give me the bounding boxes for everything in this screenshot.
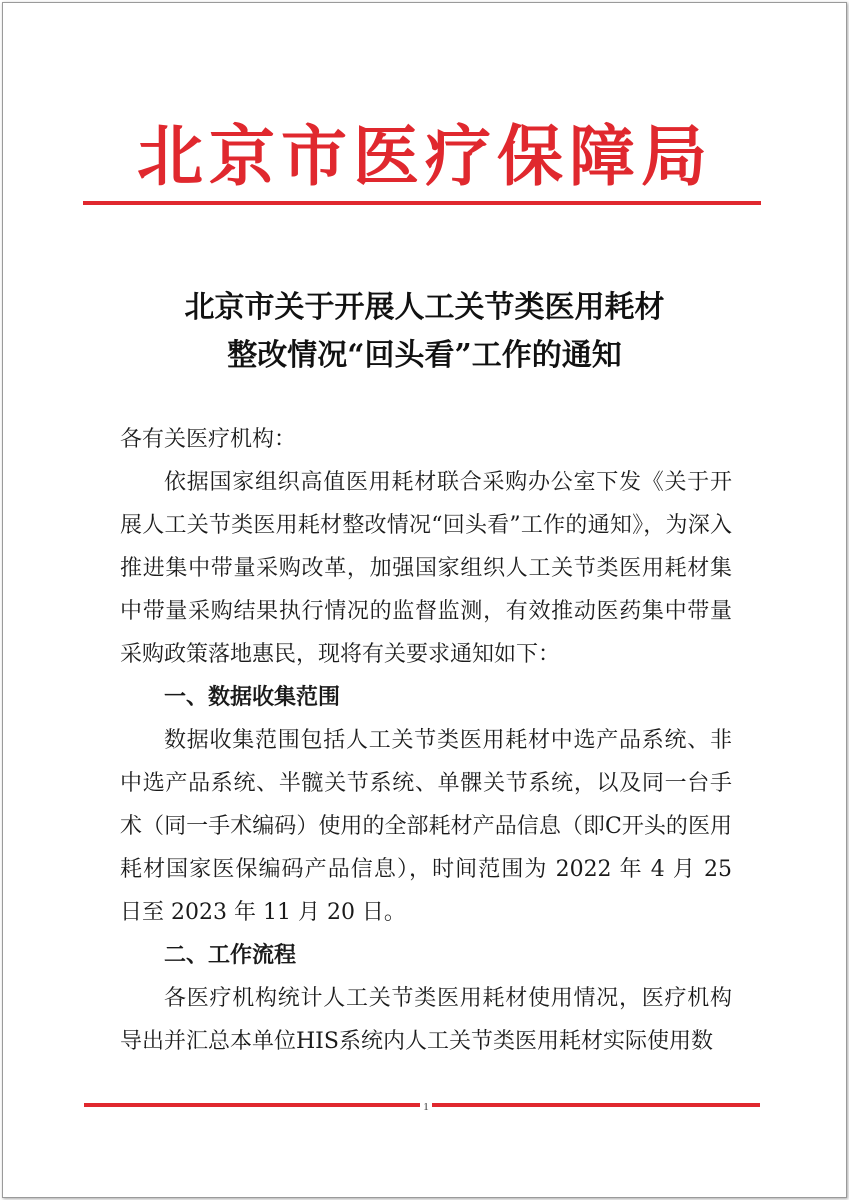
masthead-red-rule [83, 201, 761, 205]
page-number: 1 [420, 1100, 432, 1114]
section-2-heading: 二、工作流程 [164, 942, 297, 968]
section-2-paragraph: 各医疗机构统计人工关节类医用耗材使用情况，医疗机构导出并汇总本单位HIS系统内人工关节类医用耗材实际使用数 [120, 986, 732, 1054]
intro-paragraph: 依据国家组织高值医用耗材联合采购办公室下发《关于开展人工关节类医用耗材整改情况“回头看”工作的通知》，为深入推进集中带量采购改革，加强国家组织人工关节类医用耗材集中带量采购结果执行情况的监督监测，有效推动医药集中带量采购政策落地惠民，现将有关要求通知如下： [120, 470, 732, 667]
section-1-paragraph: 数据收集范围包括人工关节类医用耗材中选产品系统、非中选产品系统、半髋关节系统、单髁关节系统，以及同一台手术（同一手术编码）使用的全部耗材产品信息（即C开头的医用耗材国家医保编码产品信息），时间范围为 2022 年 4 月 25 日至 2023 年 11 月 20 日。 [120, 728, 732, 925]
document-body [120, 418, 732, 1063]
title-line-2: 整改情况“回头看”工作的通知 [227, 338, 622, 373]
section-1-heading: 一、数据收集范围 [164, 684, 341, 710]
salutation: 各有关医疗机构： [120, 427, 297, 452]
title-line-1: 北京市关于开展人工关节类医用耗材 [184, 290, 665, 325]
masthead-agency-name: 北京市医疗保障局 [137, 117, 713, 195]
document-title [80, 284, 769, 380]
